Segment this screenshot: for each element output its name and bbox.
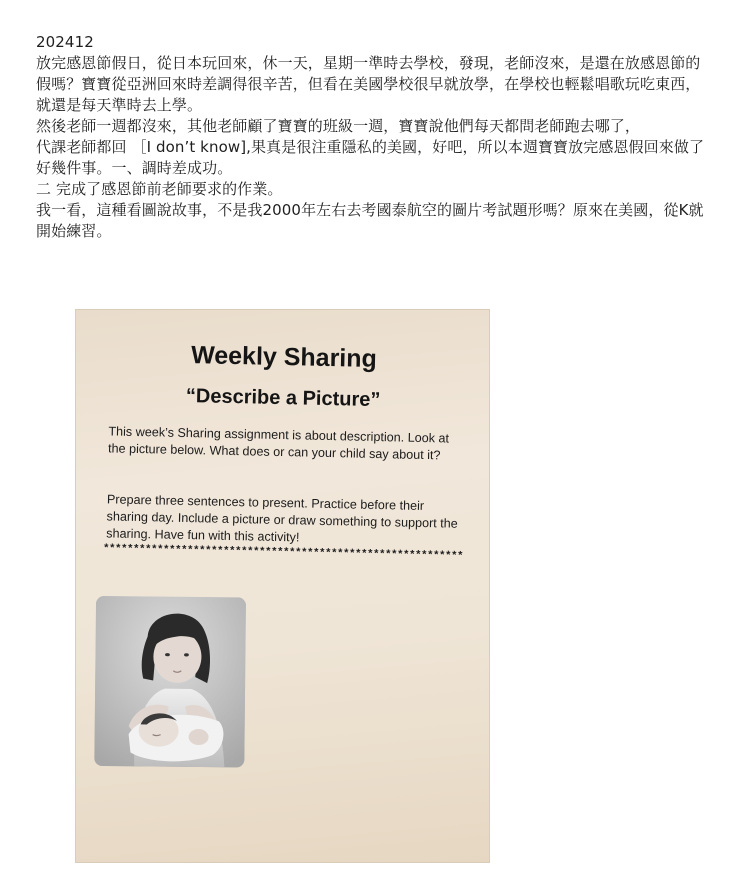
worksheet-subtitle: “Describe a Picture” bbox=[185, 384, 381, 412]
worksheet-photo[interactable] bbox=[75, 309, 490, 863]
worksheet-paper bbox=[75, 309, 490, 863]
worksheet-directions: Prepare three sentences to present. Practice before their sharing day. Include a picture or draw something to support the sharing. Have fun with this activity! bbox=[106, 492, 458, 545]
post-body bbox=[36, 32, 708, 242]
post-date: 202412 bbox=[36, 33, 94, 51]
post-paragraph: 放完感恩節假日，從日本玩回來，休一天，星期一準時去學校，發現，老師沒來，是還在放感恩節的假嗎？寶寶從亞洲回來時差調得很辛苦，但看在美國學校很早就放學，在學校也輕鬆唱歌玩吃東西，就還是每天準時去上學。 bbox=[36, 54, 701, 114]
post-paragraph: 二 完成了感恩節前老師要求的作業。 bbox=[36, 180, 283, 198]
post-paragraph: 我一看，這種看圖說故事，不是我2000年左右去考國泰航空的圖片考試題形嗎？原來在美國，從K就開始練習。 bbox=[36, 201, 704, 240]
girl-holding-baby-photo bbox=[94, 596, 246, 768]
post-paragraph: 代課老師都回 ［I don’t know],果真是很注重隱私的美國，好吧，所以本週寶寶放完感恩假回來做了好幾件事。一、調時差成功。 bbox=[36, 138, 705, 177]
photo-illustration bbox=[94, 596, 246, 768]
worksheet-divider: ************************************************************ bbox=[102, 543, 464, 563]
post-paragraph: 然後老師一週都沒來，其他老師顧了寶寶的班級一週，寶寶說他們每天都問老師跑去哪了， bbox=[36, 117, 641, 135]
worksheet-instructions: This week’s Sharing assignment is about description. Look at the picture below. What does or can your child say about it? bbox=[107, 424, 450, 463]
worksheet-title: Weekly Sharing bbox=[190, 341, 378, 373]
